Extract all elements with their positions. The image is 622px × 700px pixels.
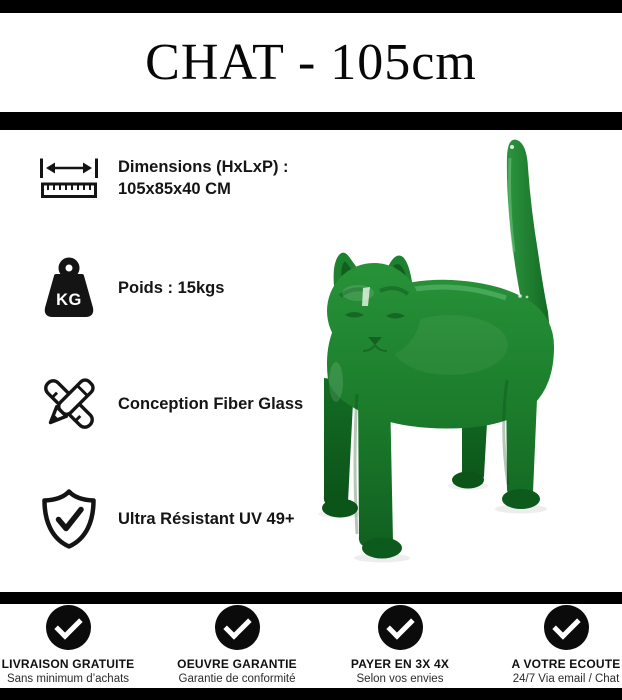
spec-item-weight <box>38 257 224 318</box>
bottom-divider-bar <box>0 688 622 700</box>
spec-item-resistance <box>38 488 295 549</box>
footer-badge-title: PAYER EN 3X 4X <box>350 657 450 671</box>
spec-item-conception <box>38 372 303 436</box>
pencil-ruler-icon <box>38 372 100 436</box>
check-icon <box>54 611 82 639</box>
check-badge <box>215 605 260 650</box>
footer-badge-subtitle: 24/7 Via email / Chat <box>512 673 620 685</box>
check-badge <box>544 605 589 650</box>
footer-badge-paiement <box>310 605 490 685</box>
footer-badge-title: LIVRAISON GRATUITE <box>1 657 135 671</box>
shield-check-icon <box>38 488 100 549</box>
check-icon <box>223 611 251 639</box>
spec-item-dimensions <box>38 156 289 200</box>
spec-conception-value: Conception Fiber Glass <box>118 395 304 413</box>
kg-label: KG <box>56 291 82 309</box>
ruler-dimensions-icon <box>38 158 100 199</box>
footer-badge-subtitle: Garantie de conformité <box>178 673 296 685</box>
footer-badge-title: A VOTRE ECOUTE <box>511 657 621 671</box>
footer-badge-title: OEUVRE GARANTIE <box>177 657 297 671</box>
product-image-green-cat <box>300 130 622 590</box>
spec-text-resistance <box>118 508 295 530</box>
check-badge <box>46 605 91 650</box>
header-divider-bar <box>0 112 622 130</box>
footer-badge-subtitle: Sans minimum d’achats <box>6 673 130 685</box>
spec-text-weight <box>118 277 224 299</box>
check-icon <box>386 611 414 639</box>
spec-text-dimensions <box>118 156 289 200</box>
spec-weight-value: Poids : 15kgs <box>118 278 225 297</box>
footer-badge-garantie <box>147 605 327 685</box>
check-icon <box>552 611 580 639</box>
spec-dimensions-value: 105x85x40 CM <box>118 180 231 198</box>
spec-resistance-value: Ultra Résistant UV 49+ <box>118 509 295 528</box>
footer-badge-subtitle: Selon vos envies <box>356 673 444 685</box>
footer-divider-bar <box>0 592 622 604</box>
footer-badge-livraison <box>0 605 158 685</box>
spec-dimensions-label: Dimensions (HxLxP) : <box>118 158 289 176</box>
top-divider-bar <box>0 0 622 13</box>
spec-text-conception <box>118 393 303 415</box>
weight-kg-icon <box>38 257 100 318</box>
header <box>0 13 622 112</box>
footer-badge-ecoute <box>476 605 622 685</box>
page-title: CHAT - 105cm <box>145 34 477 91</box>
check-badge <box>378 605 423 650</box>
